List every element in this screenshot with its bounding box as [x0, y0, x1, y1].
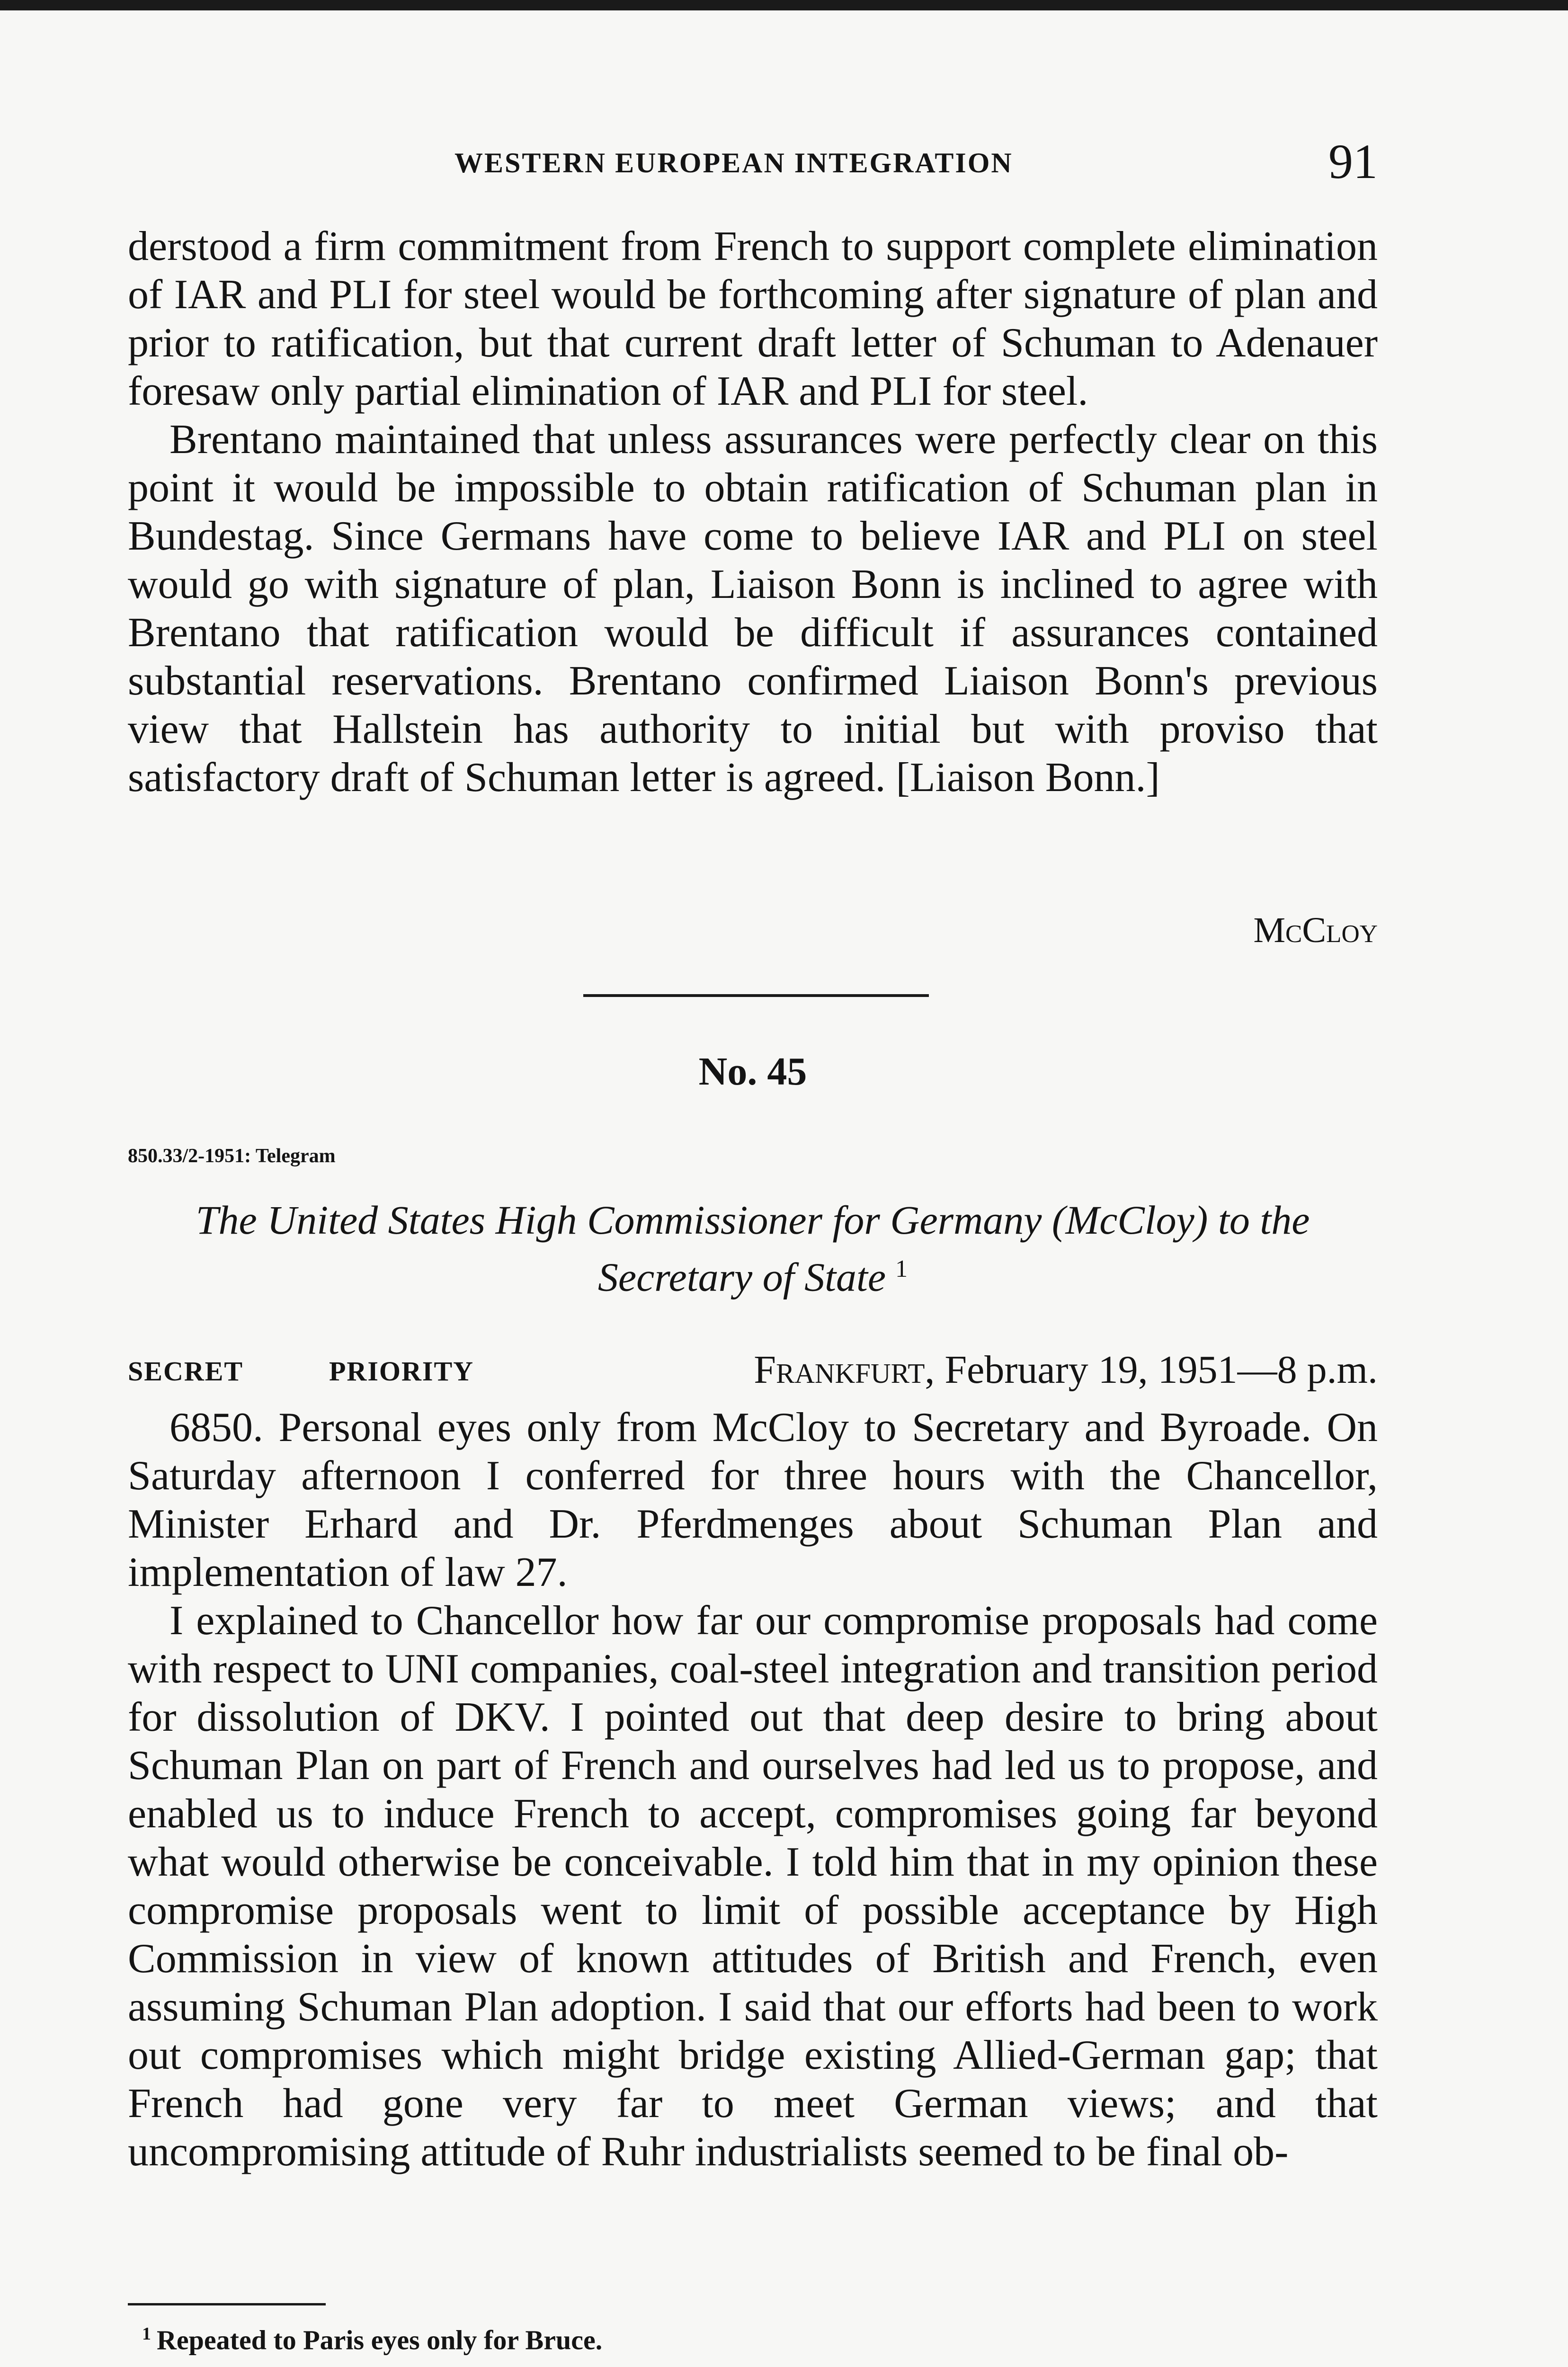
paragraph: 6850. Personal eyes only from McCloy to Secretary and Byroade. On Saturday afternoon I conferred for three hours with the Chancellor, Minister Erhard and Dr. Pferdmenges about Schuman Plan and implementation of law 27. [128, 1405, 1378, 1595]
footnote-text: Repeated to Paris eyes only for Bruce. [157, 2324, 603, 2356]
document-page [128, 0, 1378, 2367]
running-head: WESTERN EUROPEAN INTEGRATION [454, 147, 1013, 178]
section-divider [583, 994, 929, 997]
page-number: 91 [1328, 134, 1378, 189]
file-reference: 850.33/2-1951: Telegram [128, 1145, 336, 1167]
document-title-text: The United States High Commissioner for Germany (McCloy) to the Secretary of State [196, 1197, 1310, 1300]
document-number: No. 45 [698, 1050, 807, 1094]
signature: McCloy [1253, 910, 1378, 950]
dateline-date: , February 19, 1951—8 p.m. [925, 1348, 1378, 1392]
telegram-body [128, 1404, 1378, 2176]
paragraph: derstood a firm commitment from French to support complete elimination of IAR and PLI for steel would be forthcoming after signature of plan and prior to ratification, but that current draft letter of Schuman to Adenauer foresaw only partial elimination of IAR and PLI for steel. [128, 223, 1378, 414]
footnote [142, 2317, 602, 2357]
dateline-place: Frankfurt [754, 1348, 925, 1392]
paragraph: Brentano maintained that unless assurances were perfectly clear on this point it would be impossible to obtain ratification of Schuman plan in Bundestag. Since Germans have come to believe IAR and PLI on steel would go with signature of plan, Liaison Bonn is inclined to agree with Brentano that ratification would be difficult if assurances contained substantial reservations. Brentano confirmed Liaison Bonn's previous view that Hallstein has authority to initial but with proviso that satisfactory draft of Schuman letter is agreed. [Liaison Bonn.] [128, 417, 1378, 801]
paragraph: I explained to Chancellor how far our compromise proposals had come with respect to UNI companies, coal-steel integration and transition period for dissolution of DKV. I pointed out that deep desire to bring about Schuman Plan on part of French and ourselves had led us to propose, and enabled us to induce French to accept, compromises going far beyond what would otherwise be conceivable. I told him that in my opinion these compromise proposals went to limit of possible acceptance by High Commission in view of known attitudes of British and French, even assuming Schuman Plan adoption. I said that our efforts had been to work out compromises which might bridge existing Allied-German gap; that French had gone very far to meet German views; and that uncompromising attitude of Ruhr industrialists seemed to be final ob- [128, 1598, 1378, 2175]
continued-text [128, 222, 1378, 802]
priority-label: PRIORITY [329, 1356, 474, 1387]
footnote-rule [128, 2303, 326, 2305]
document-title [128, 1195, 1378, 1302]
dateline [754, 1347, 1378, 1393]
footnote-mark: 1 [142, 2324, 151, 2344]
classification-label: SECRET [128, 1356, 244, 1387]
footnote-reference: 1 [895, 1255, 908, 1282]
